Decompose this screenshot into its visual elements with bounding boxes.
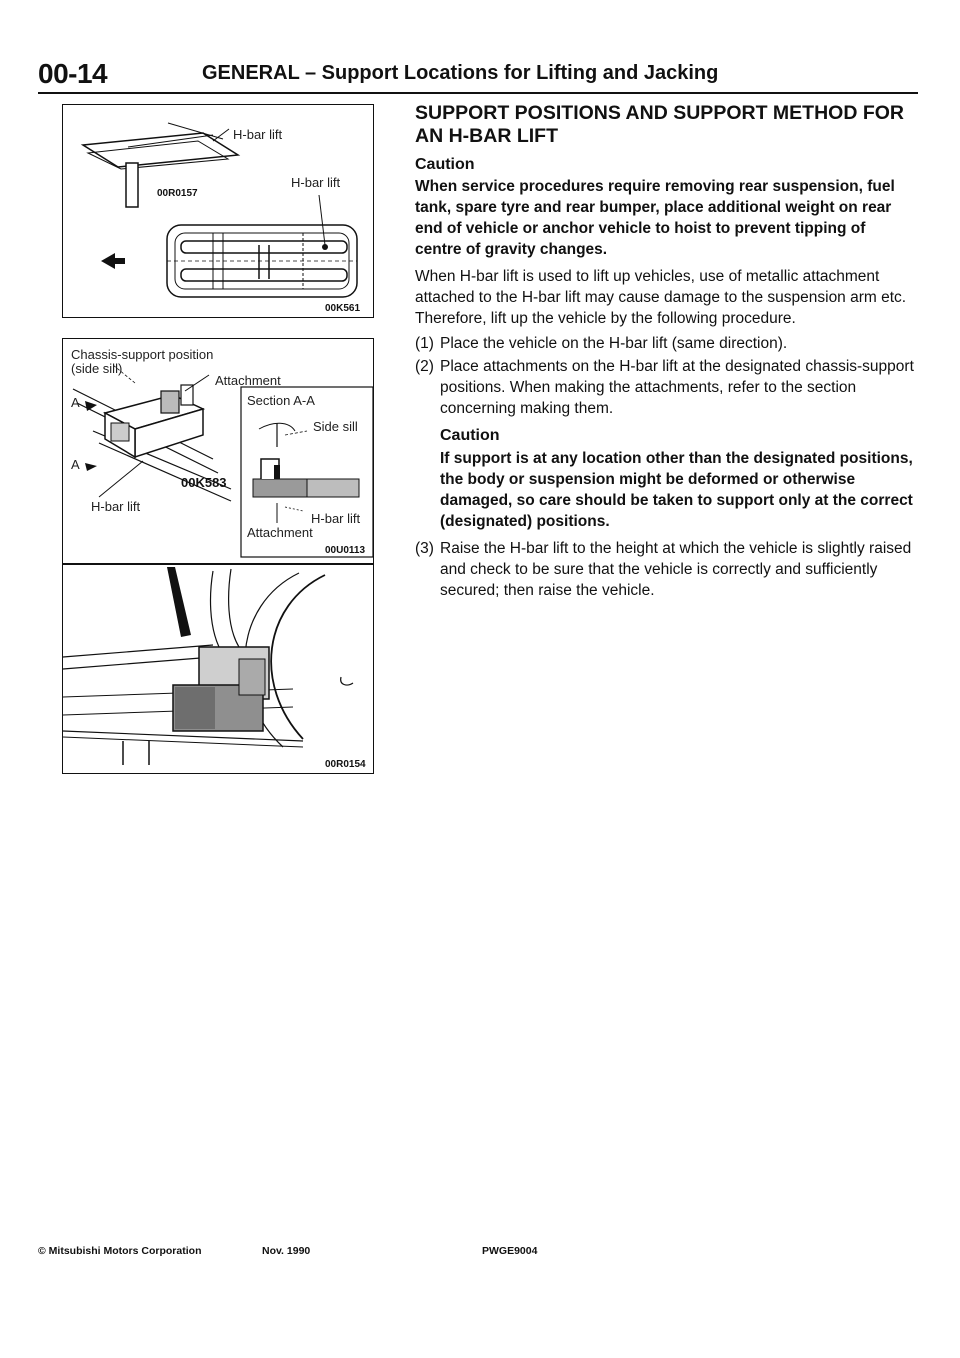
procedure-steps <box>415 333 915 601</box>
hbar-lift-drawing <box>63 105 375 319</box>
figure-code-inset: 00R0157 <box>157 188 198 199</box>
step-caution-title: Caution <box>440 427 500 444</box>
footer-date: Nov. 1990 <box>262 1245 311 1257</box>
label-side-sill: Side sill <box>313 419 358 434</box>
step-number: (2) <box>415 358 434 375</box>
label-hbar-lift-top: H-bar lift <box>233 127 283 142</box>
label-hbar-lift-right: H-bar lift <box>291 175 341 190</box>
figure-code: 00K561 <box>325 303 361 314</box>
step-text: Raise the H-bar lift to the height at which the vehicle is slightly raised and check to be sure that the vehicle is correctly and sufficiently secured; then raise the vehicle. <box>440 540 912 599</box>
page-number: 00-14 <box>38 58 108 89</box>
step-caution-text: If support is at any location other than the designated positions, the body or suspension might be deformed or otherwise damaged, so care should be taken to support only at the correct (designated) positions. <box>440 450 913 530</box>
label-a-bottom: A <box>71 457 80 472</box>
label-hbar-lift-section: H-bar lift <box>311 511 361 526</box>
label-hbar-lift: H-bar lift <box>91 499 141 514</box>
figure-code: 00U0113 <box>325 545 366 556</box>
step-number: (3) <box>415 540 434 557</box>
procedure-step <box>415 538 915 601</box>
procedure-step <box>415 333 915 354</box>
footer-copyright: © Mitsubishi Motors Corporation <box>38 1245 202 1257</box>
step-content <box>440 356 915 536</box>
figure-chassis-support <box>62 338 374 564</box>
intro-paragraph: When H-bar lift is used to lift up vehicles, use of metallic attachment attached to the H-bar lift may cause damage to the suspension arm etc. Therefore, lift up the vehicle by the following procedure. <box>415 268 907 327</box>
section-title: Section A-A <box>247 393 315 408</box>
attachment-closeup-drawing <box>63 565 375 775</box>
header-rule <box>38 92 918 94</box>
step-number: (1) <box>415 335 434 352</box>
figure-hbar-lift-overview <box>62 104 374 318</box>
label-chassis-support: Chassis-support position <box>71 347 214 362</box>
figure-attachment-closeup <box>62 564 374 774</box>
step-text: Place attachments on the H-bar lift at the designated chassis-support positions. When making the attachments, refer to the section concerning making them. <box>440 358 914 417</box>
label-attachment: Attachment <box>215 373 281 388</box>
section-title: SUPPORT POSITIONS AND SUPPORT METHOD FOR AN H-BAR LIFT <box>415 102 904 147</box>
figure-code-left: 00K583 <box>181 475 227 490</box>
caution-text: When service procedures require removing rear suspension, fuel tank, spare tyre and rear bumper, place additional weight on rear end of vehicle or anchor vehicle to hoist to prevent tipping of centre of gravity changes. <box>415 178 895 258</box>
step-text: Place the vehicle on the H-bar lift (same direction). <box>440 335 788 352</box>
caution-title: Caution <box>415 156 475 173</box>
label-a-top: A <box>71 395 80 410</box>
label-attachment-section: Attachment <box>247 525 313 540</box>
figure-code: 00R0154 <box>325 759 366 770</box>
page-heading: GENERAL – Support Locations for Lifting and Jacking <box>202 62 719 84</box>
text-column <box>415 102 915 603</box>
label-side-sill-paren: (side sill) <box>71 361 123 376</box>
procedure-step <box>415 356 915 536</box>
footer-code: PWGE9004 <box>482 1245 538 1257</box>
